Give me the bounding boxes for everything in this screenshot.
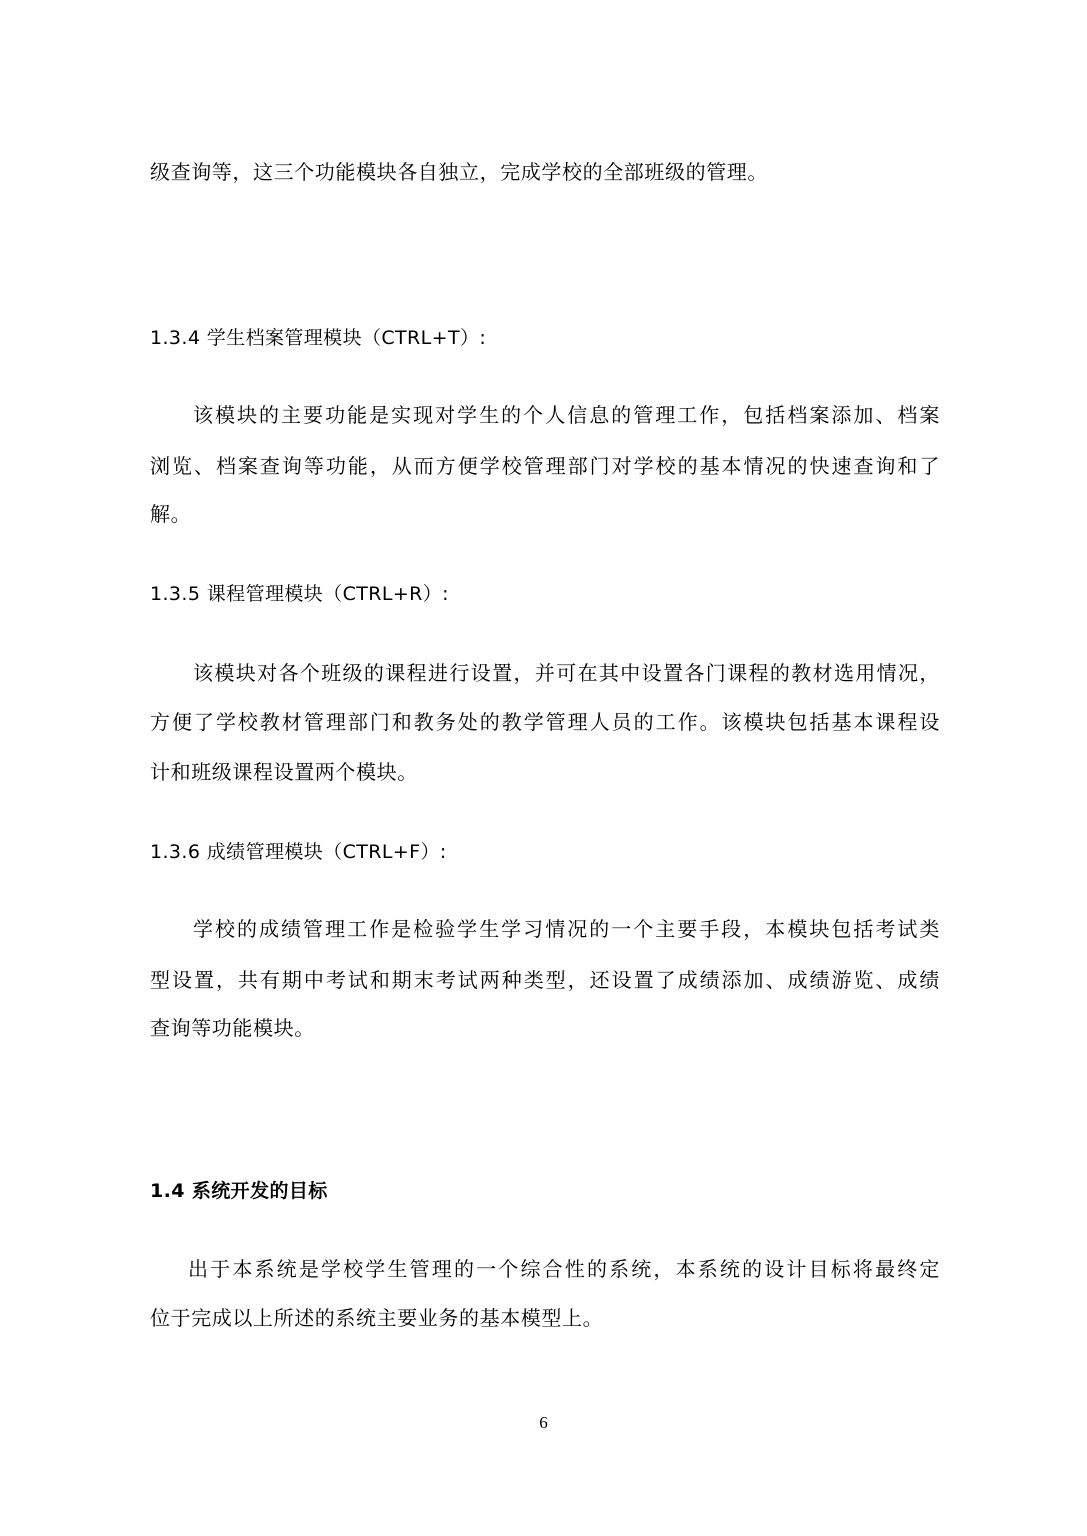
- paragraph-line: 出于本系统是学校学生管理的一个综合性的系统，本系统的设计目标将最终定: [188, 1257, 940, 1281]
- section-heading-development-goals: 1.4 系统开发的目标: [150, 1180, 328, 1202]
- paragraph-line: 浏览、档案查询等功能，从而方便学校管理部门对学校的基本情况的快速查询和了: [150, 454, 940, 478]
- section-heading-grade-management: 1.3.6 成绩管理模块（CTRL+F）:: [150, 841, 447, 863]
- section-heading-course-management: 1.3.5 课程管理模块（CTRL+R）:: [150, 583, 449, 605]
- paragraph-line: 位于完成以上所述的系统主要业务的基本模型上。: [150, 1306, 604, 1330]
- page-number: 6: [539, 1413, 548, 1432]
- paragraph-line: 计和班级课程设置两个模块。: [150, 760, 418, 784]
- intro-line: 级查询等，这三个功能模块各自独立，完成学校的全部班级的管理。: [150, 160, 768, 184]
- paragraph-line: 学校的成绩管理工作是检验学生学习情况的一个主要手段，本模块包括考试类: [193, 917, 940, 941]
- paragraph-line: 解。: [150, 502, 192, 526]
- paragraph-line: 查询等功能模块。: [150, 1016, 315, 1040]
- paragraph-line: 该模块对各个班级的课程进行设置，并可在其中设置各门课程的教材选用情况，: [193, 661, 940, 685]
- paragraph-line: 方便了学校教材管理部门和教务处的教学管理人员的工作。该模块包括基本课程设: [150, 710, 940, 734]
- section-heading-student-records: 1.3.4 学生档案管理模块（CTRL+T）:: [150, 327, 487, 349]
- paragraph-line: 该模块的主要功能是实现对学生的个人信息的管理工作，包括档案添加、档案: [193, 403, 940, 427]
- paragraph-line: 型设置，共有期中考试和期末考试两种类型，还设置了成绩添加、成绩游览、成绩: [150, 968, 940, 992]
